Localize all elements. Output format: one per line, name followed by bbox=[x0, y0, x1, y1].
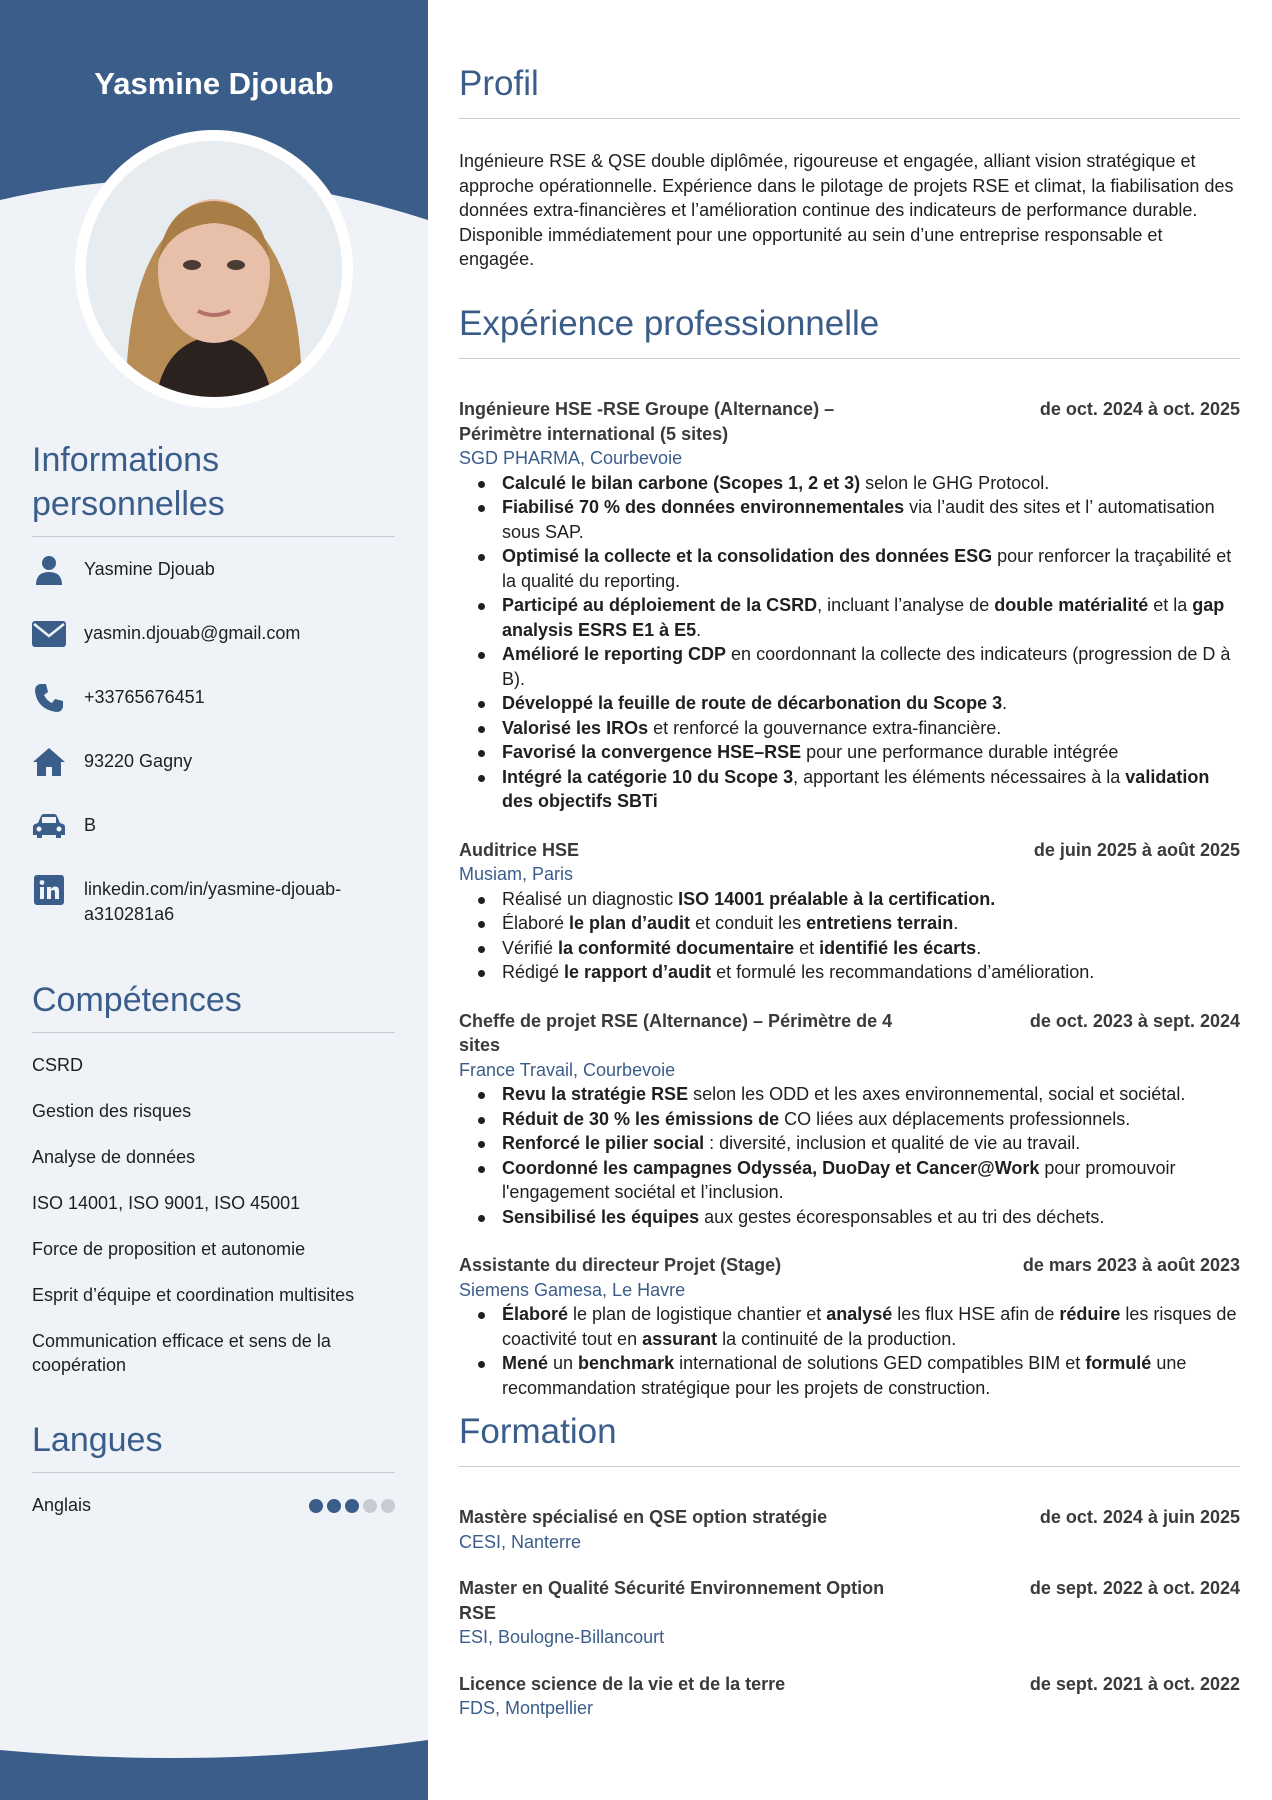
bold-text: identifié les écarts bbox=[819, 937, 977, 958]
text: , incluant l’analyse de bbox=[817, 595, 995, 615]
skills-list bbox=[32, 1053, 395, 1377]
bullet-item bbox=[502, 1205, 1240, 1230]
experience-list bbox=[459, 397, 1240, 1400]
bold-text: Élaboré bbox=[502, 1304, 569, 1324]
job-bullets bbox=[502, 471, 1240, 814]
bullet-item bbox=[502, 1302, 1240, 1351]
job-date: de oct. 2023 à sept. 2024 bbox=[1029, 1010, 1240, 1031]
job-company: France Travail, Courbevoie bbox=[459, 1059, 676, 1080]
education-entry bbox=[459, 1672, 1240, 1721]
bold-text: le rapport d’audit bbox=[564, 962, 712, 982]
bold-text: le plan d’audit bbox=[569, 913, 691, 933]
job-bullets bbox=[502, 887, 1240, 985]
bold-text: Amélioré le reporting CDP bbox=[502, 644, 727, 664]
info-address: 93220 Gagny bbox=[84, 751, 193, 771]
text: CO liées aux déplacements professionnels. bbox=[779, 1108, 1131, 1129]
text: Élaboré bbox=[502, 913, 570, 933]
education-heading: Formation bbox=[459, 1410, 1240, 1467]
bold-text: analysé bbox=[826, 1304, 893, 1324]
job-header bbox=[459, 1009, 1240, 1058]
education-date: de sept. 2021 à oct. 2022 bbox=[1029, 1673, 1240, 1694]
job-title: Ingénieure HSE -RSE Groupe (Alternance) – Périmètre international (5 sites) bbox=[459, 399, 835, 444]
text: via l’audit des sites et l’ automatisation sous SAP. bbox=[502, 497, 1215, 542]
bold-text: Participé au déploiement de la CSRD bbox=[502, 595, 818, 615]
bold-text: Favorisé la convergence HSE–RSE bbox=[502, 742, 802, 762]
education-header bbox=[459, 1672, 1240, 1697]
education-school: ESI, Boulogne-Billancourt bbox=[459, 1627, 665, 1647]
bold-text: Développé la feuille de route de décarbonation du Scope 3 bbox=[502, 693, 1003, 713]
bold-text: la conformité documentaire bbox=[558, 937, 795, 958]
phone-icon bbox=[32, 683, 66, 713]
job-company: Musiam, Paris bbox=[459, 864, 574, 884]
candidate-name: Yasmine Djouab bbox=[94, 66, 334, 101]
bullet-item bbox=[502, 544, 1240, 593]
skill-item: Analyse de données bbox=[32, 1147, 196, 1167]
bullet-item bbox=[502, 887, 1240, 912]
info-phone[interactable]: +33765676451 bbox=[84, 687, 205, 707]
user-icon bbox=[32, 555, 66, 585]
text: en coordonnant la collecte des indicateurs (progression de D à B). bbox=[502, 644, 1231, 689]
profile-heading: Profil bbox=[459, 62, 1240, 119]
bullet-item bbox=[502, 471, 1240, 496]
personal-info-section bbox=[32, 438, 395, 939]
text: international de solutions GED compatibles BIM et bbox=[674, 1353, 1086, 1373]
experience-heading: Expérience professionnelle bbox=[459, 302, 1240, 359]
text: et renforcé la gouvernance extra-financière. bbox=[648, 717, 1002, 738]
text: : diversité, inclusion et qualité de vie au travail. bbox=[704, 1133, 1081, 1153]
linkedin-icon bbox=[32, 875, 66, 905]
job-entry bbox=[459, 397, 1240, 814]
info-license: B bbox=[84, 815, 97, 835]
skill-item: Esprit d’équipe et coordination multisites bbox=[32, 1285, 355, 1305]
education-school: FDS, Montpellier bbox=[459, 1698, 594, 1718]
languages-heading: Langues bbox=[32, 1418, 395, 1473]
personal-info-heading: Informations personnelles bbox=[32, 438, 395, 537]
info-email[interactable]: yasmin.djouab@gmail.com bbox=[84, 623, 301, 643]
bold-text: Mené bbox=[502, 1353, 549, 1373]
home-icon bbox=[32, 747, 66, 777]
bold-text: Revu la stratégie RSE bbox=[502, 1084, 689, 1104]
level-dot-filled bbox=[345, 1499, 359, 1513]
info-item-phone bbox=[32, 683, 395, 747]
info-item-email bbox=[32, 619, 395, 683]
text: pour renforcer la traçabilité et la qualité du reporting. bbox=[502, 546, 1232, 591]
education-entry bbox=[459, 1505, 1240, 1554]
bullet-item bbox=[502, 960, 1240, 985]
job-entry bbox=[459, 1253, 1240, 1400]
text: aux gestes écoresponsables et au tri des déchets. bbox=[699, 1206, 1105, 1227]
text: pour promouvoir l'engagement sociétal et l’inclusion. bbox=[502, 1157, 1176, 1202]
job-header bbox=[459, 1253, 1240, 1278]
education-title: Licence science de la vie et de la terre bbox=[459, 1673, 786, 1694]
bold-text: Valorisé les IROs bbox=[502, 717, 649, 738]
level-dot-empty bbox=[363, 1499, 377, 1513]
job-company: SGD PHARMA, Courbevoie bbox=[459, 448, 683, 468]
education-title: Master en Qualité Sécurité Environnement Option RSE bbox=[459, 1578, 885, 1623]
job-date: de mars 2023 à août 2023 bbox=[1022, 1255, 1240, 1275]
info-linkedin[interactable]: linkedin.com/in/yasmine-djouab-a310281a6 bbox=[84, 879, 342, 924]
text: la continuité de la production. bbox=[717, 1328, 957, 1349]
skill-item: CSRD bbox=[32, 1055, 84, 1075]
job-bullets bbox=[502, 1082, 1240, 1229]
info-item-name bbox=[32, 555, 395, 619]
job-title: Auditrice HSE bbox=[459, 839, 580, 860]
job-header bbox=[459, 397, 1240, 446]
profile-photo bbox=[86, 141, 342, 397]
text: le plan de logistique chantier et bbox=[568, 1304, 827, 1324]
language-row bbox=[32, 1495, 395, 1516]
text: , apportant les éléments nécessaires à la bbox=[793, 766, 1126, 787]
skill-item: Force de proposition et autonomie bbox=[32, 1239, 306, 1259]
profile-text: Ingénieure RSE & QSE double diplômée, rigoureuse et engagée, alliant vision stratégique et approche opérationnelle. Expérience dans le pilotage de projets RSE et climat, la fiabilisation des données extra-financières et l’amélioration continue des indicateurs de performance durable. Disponible immédiatement pour une opportunité au sein d’une entreprise responsable et engagée. bbox=[459, 151, 1234, 269]
text: une recommandation stratégique pour les projets de construction. bbox=[502, 1353, 1187, 1398]
skills-heading: Compétences bbox=[32, 978, 395, 1033]
bold-text: Intégré la catégorie 10 du Scope 3 bbox=[502, 766, 794, 787]
job-entry bbox=[459, 1009, 1240, 1230]
skill-item: ISO 14001, ISO 9001, ISO 45001 bbox=[32, 1193, 301, 1213]
text: un bbox=[548, 1353, 579, 1373]
bold-text: réduire bbox=[1059, 1304, 1121, 1324]
text: . bbox=[696, 619, 702, 640]
education-entry bbox=[459, 1576, 1240, 1650]
job-bullets bbox=[502, 1302, 1240, 1400]
languages-section bbox=[32, 1418, 395, 1516]
bold-text: Fiabilisé 70 % des données environnementales bbox=[502, 497, 905, 517]
bullet-item bbox=[502, 1131, 1240, 1156]
job-date: de oct. 2024 à oct. 2025 bbox=[1039, 399, 1240, 419]
education-date: de oct. 2024 à juin 2025 bbox=[1039, 1507, 1240, 1527]
skill-item: Communication efficace et sens de la coopération bbox=[32, 1331, 331, 1375]
education-header bbox=[459, 1576, 1240, 1625]
bold-text: double matérialité bbox=[994, 595, 1149, 615]
info-name: Yasmine Djouab bbox=[84, 559, 215, 579]
info-item-linkedin bbox=[32, 875, 395, 939]
bullet-item bbox=[502, 765, 1240, 814]
bullet-item bbox=[502, 936, 1240, 961]
bullet-item bbox=[502, 911, 1240, 936]
level-dot-filled bbox=[309, 1499, 323, 1513]
bold-text: Réduit de 30 % les émissions de bbox=[502, 1108, 780, 1129]
experience-section bbox=[459, 302, 1240, 1400]
text: et formulé les recommandations d’amélioration. bbox=[711, 962, 1095, 982]
education-header bbox=[459, 1505, 1240, 1530]
skills-section bbox=[32, 978, 395, 1399]
bullet-item bbox=[502, 593, 1240, 642]
text: . bbox=[953, 913, 959, 933]
skill-item: Gestion des risques bbox=[32, 1101, 192, 1121]
text: et bbox=[794, 937, 820, 958]
level-dot-empty bbox=[381, 1499, 395, 1513]
language-level-dots bbox=[309, 1499, 395, 1513]
bold-text: gap analysis ESRS E1 à E5 bbox=[502, 595, 1225, 640]
text: les flux HSE afin de bbox=[892, 1304, 1060, 1324]
text: Réalisé un diagnostic bbox=[502, 888, 679, 909]
education-section bbox=[459, 1410, 1240, 1721]
bullet-item bbox=[502, 1156, 1240, 1205]
education-list bbox=[459, 1505, 1240, 1721]
text: . bbox=[1002, 693, 1008, 713]
envelope-icon bbox=[32, 619, 66, 649]
text: et conduit les bbox=[690, 913, 807, 933]
bullet-item bbox=[502, 740, 1240, 765]
bold-text: Renforcé le pilier social bbox=[502, 1133, 705, 1153]
sidebar bbox=[0, 0, 428, 1800]
bullet-item bbox=[502, 716, 1240, 741]
bold-text: Coordonné les campagnes Odysséa, DuoDay et Cancer@Work bbox=[502, 1157, 1040, 1178]
text: Rédigé bbox=[502, 962, 565, 982]
text: pour une performance durable intégrée bbox=[801, 742, 1119, 762]
text: les risques de coactivité tout en bbox=[502, 1304, 1237, 1349]
text: selon le GHG Protocol. bbox=[860, 472, 1050, 493]
personal-info-list bbox=[32, 555, 395, 939]
text: et la bbox=[1148, 595, 1193, 615]
info-item-license bbox=[32, 811, 395, 875]
bullet-item bbox=[502, 642, 1240, 691]
text: Vérifié bbox=[502, 937, 559, 958]
bold-text: Sensibilisé les équipes bbox=[502, 1206, 700, 1227]
car-icon bbox=[32, 811, 66, 841]
text: selon les ODD et les axes environnemental, social et sociétal. bbox=[688, 1084, 1186, 1104]
bullet-item bbox=[502, 1351, 1240, 1400]
job-entry bbox=[459, 838, 1240, 985]
level-dot-filled bbox=[327, 1499, 341, 1513]
education-school: CESI, Nanterre bbox=[459, 1531, 582, 1552]
education-date: de sept. 2022 à oct. 2024 bbox=[1029, 1578, 1240, 1598]
job-company: Siemens Gamesa, Le Havre bbox=[459, 1279, 686, 1300]
text: . bbox=[976, 937, 982, 958]
bullet-item bbox=[502, 1107, 1240, 1132]
bold-text: ISO 14001 préalable à la certification. bbox=[678, 888, 996, 909]
education-title: Mastère spécialisé en QSE option stratégie bbox=[459, 1507, 828, 1527]
profile-section bbox=[459, 62, 1240, 272]
language-name: Anglais bbox=[32, 1495, 92, 1515]
job-date: de juin 2025 à août 2025 bbox=[1033, 839, 1240, 860]
bold-text: assurant bbox=[642, 1328, 718, 1349]
bold-text: benchmark bbox=[578, 1353, 675, 1373]
bold-text: validation des objectifs SBTi bbox=[502, 766, 1210, 811]
bold-text: entretiens terrain bbox=[806, 913, 954, 933]
job-title: Cheffe de projet RSE (Alternance) – Périmètre de 4 sites bbox=[459, 1010, 893, 1055]
bullet-item bbox=[502, 691, 1240, 716]
bullet-item bbox=[502, 1082, 1240, 1107]
bullet-item bbox=[502, 495, 1240, 544]
bold-text: Optimisé la collecte et la consolidation des données ESG bbox=[502, 546, 993, 566]
bold-text: formulé bbox=[1085, 1353, 1152, 1373]
bold-text: Calculé le bilan carbone (Scopes 1, 2 et 3) bbox=[502, 472, 861, 493]
job-header bbox=[459, 838, 1240, 863]
info-item-address bbox=[32, 747, 395, 811]
job-title: Assistante du directeur Projet (Stage) bbox=[459, 1255, 782, 1275]
